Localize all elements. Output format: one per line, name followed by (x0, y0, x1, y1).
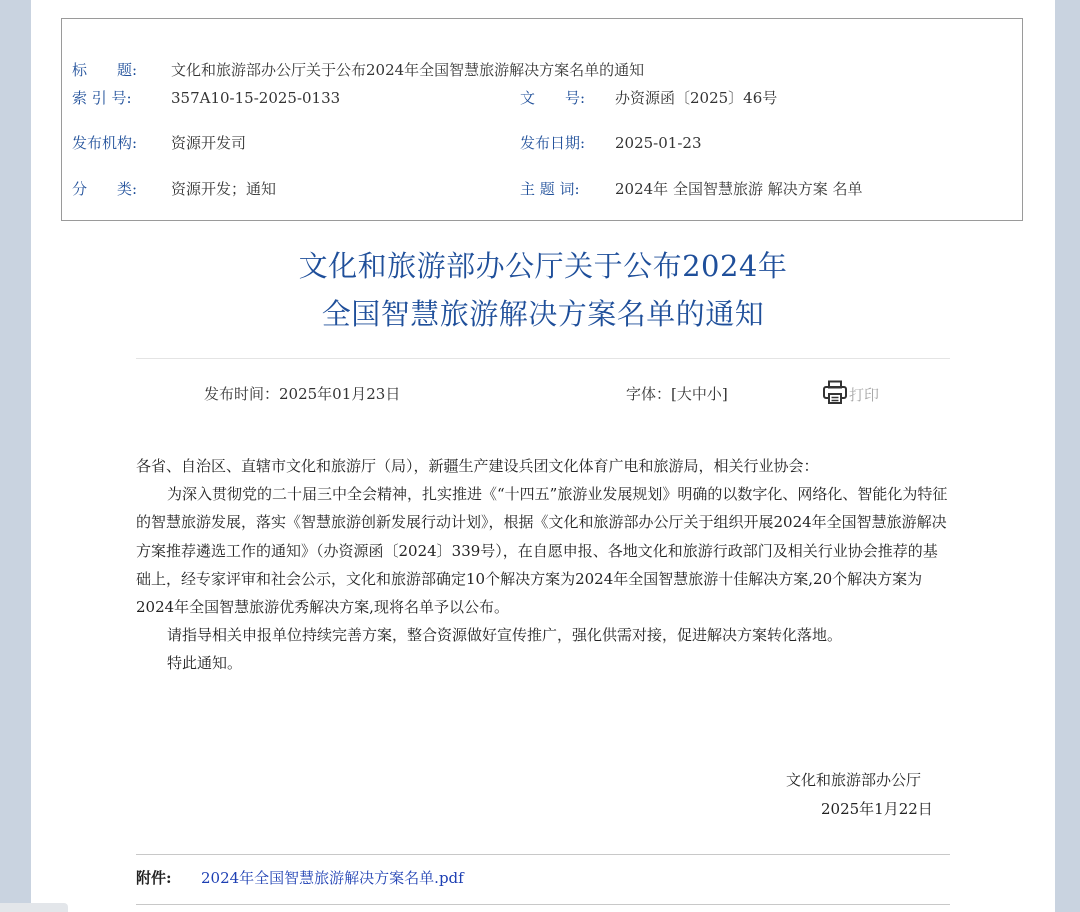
meta-row-issuer (62, 131, 1022, 155)
attachment-divider-top (136, 854, 950, 855)
meta-index-value: 357A10-15-2025-0133 (171, 89, 341, 107)
body-paragraph: 特此通知。 (167, 654, 243, 673)
font-size-switcher[interactable]: 字体：[大中小] (626, 385, 728, 403)
meta-keywords-label: 主 题 词: (520, 180, 580, 198)
meta-category-label: 分 类: (72, 180, 138, 198)
page-title-line2: 全国智慧旅游解决方案名单的通知 (321, 297, 765, 331)
print-button[interactable] (822, 381, 879, 407)
meta-category-value: 资源开发；通知 (171, 180, 277, 198)
document-page (31, 0, 1055, 912)
title-divider (136, 358, 950, 359)
meta-docno-label: 文 号: (520, 89, 586, 107)
meta-row-title (62, 58, 1022, 82)
meta-docno-value: 办资源函〔2025〕46号 (615, 89, 778, 107)
scroll-corner (0, 903, 68, 912)
attachment-label: 附件: (136, 869, 172, 887)
meta-title-label: 标 题: (72, 61, 138, 79)
document-body (136, 452, 951, 678)
metadata-box (61, 18, 1023, 221)
signature-org: 文化和旅游部办公厅 (786, 771, 922, 789)
meta-index-label: 索 引 号: (72, 89, 132, 107)
meta-keywords-value: 2024年 全国智慧旅游 解决方案 名单 (615, 180, 863, 198)
signature-date: 2025年1月22日 (821, 800, 933, 818)
meta-issuer-value: 资源开发司 (171, 134, 247, 152)
attachment-divider-bottom (136, 904, 950, 905)
meta-issuer-label: 发布机构: (72, 134, 138, 152)
meta-title-value: 文化和旅游部办公厅关于公布2024年全国智慧旅游解决方案名单的通知 (171, 61, 645, 79)
meta-date-label: 发布日期: (520, 134, 586, 152)
body-paragraph: 请指导相关申报单位持续完善方案，整合资源做好宣传推广，强化供需对接，促进解决方案转化落地。 (167, 626, 843, 645)
meta-date-value: 2025-01-23 (615, 134, 702, 152)
attachment-link[interactable]: 2024年全国智慧旅游解决方案名单.pdf (201, 869, 464, 887)
publish-time: 发布时间：2025年01月23日 (204, 385, 401, 403)
page-title-line1: 文化和旅游部办公厅关于公布2024年 (298, 249, 788, 283)
meta-row-index (62, 86, 1022, 110)
salutation: 各省、自治区、直辖市文化和旅游厅（局），新疆生产建设兵团文化体育广电和旅游局，相关行业协会： (136, 457, 819, 475)
meta-row-category (62, 177, 1022, 201)
printer-icon (822, 379, 848, 409)
body-paragraph: 为深入贯彻党的二十届三中全会精神，扎实推进《“十四五”旅游业发展规划》明确的以数字化、网络化、智能化为特征的智慧旅游发展，落实《智慧旅游创新发展行动计划》，根据《文化和旅游部办公厅关于组织开展2024年全国智慧旅游解决方案推荐遴选工作的通知》（办资源函〔2024〕339号），在自愿申报、各地文化和旅游行政部门及相关行业协会推荐的基础上，经专家评审和社会公示，文化和旅游部确定10个解决方案为2024年全国智慧旅游十佳解决方案,20个解决方案为2024年全国智慧旅游优秀解决方案,现将名单予以公布。 (136, 485, 948, 617)
print-label: 打印 (849, 385, 880, 404)
